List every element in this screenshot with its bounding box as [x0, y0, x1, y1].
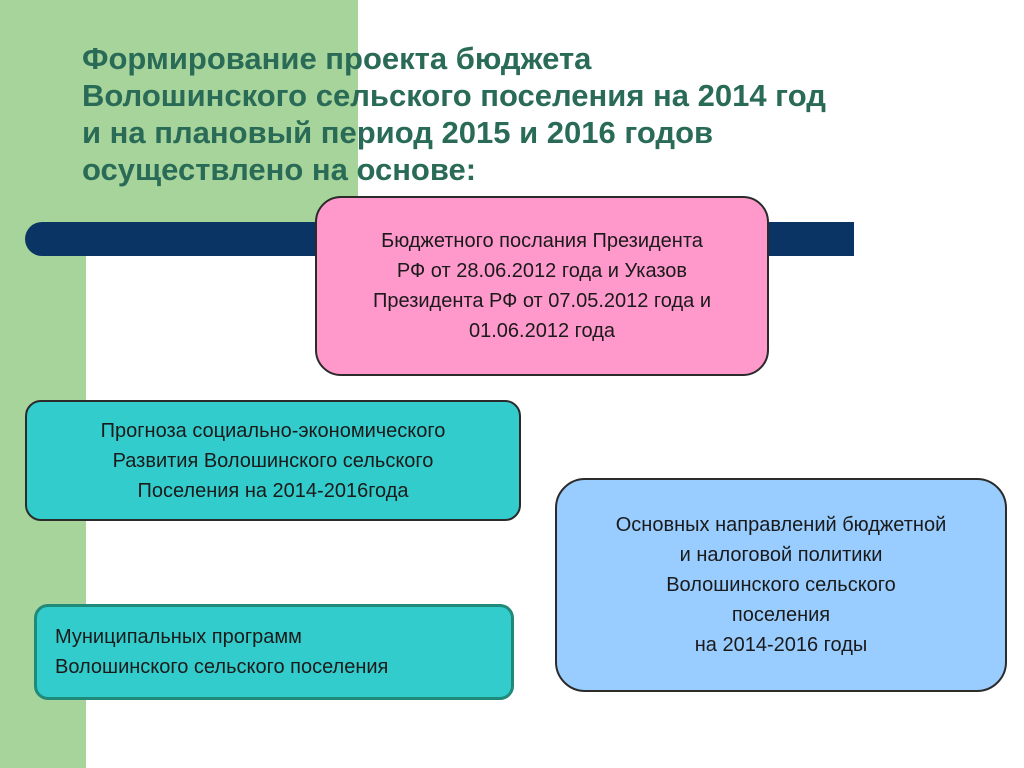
president-message-box: Бюджетного послания Президента РФ от 28.06.2012 года и Указов Президента РФ от 07.05.2012 года и 01.06.2012 года — [315, 196, 769, 376]
budget-policy-box: Основных направлений бюджетной и налоговой политики Волошинского сельского поселения на 2014-2016 годы — [555, 478, 1007, 692]
forecast-box: Прогноза социально-экономического Развития Волошинского сельского Поселения на 2014-2016года — [25, 400, 521, 521]
municipal-programs-box: Муниципальных программ Волошинского сельского поселения — [34, 604, 514, 700]
slide-title: Формирование проекта бюджета Волошинского сельского поселения на 2014 год и на плановый период 2015 и 2016 годов осуществлено на основе: — [82, 41, 826, 187]
